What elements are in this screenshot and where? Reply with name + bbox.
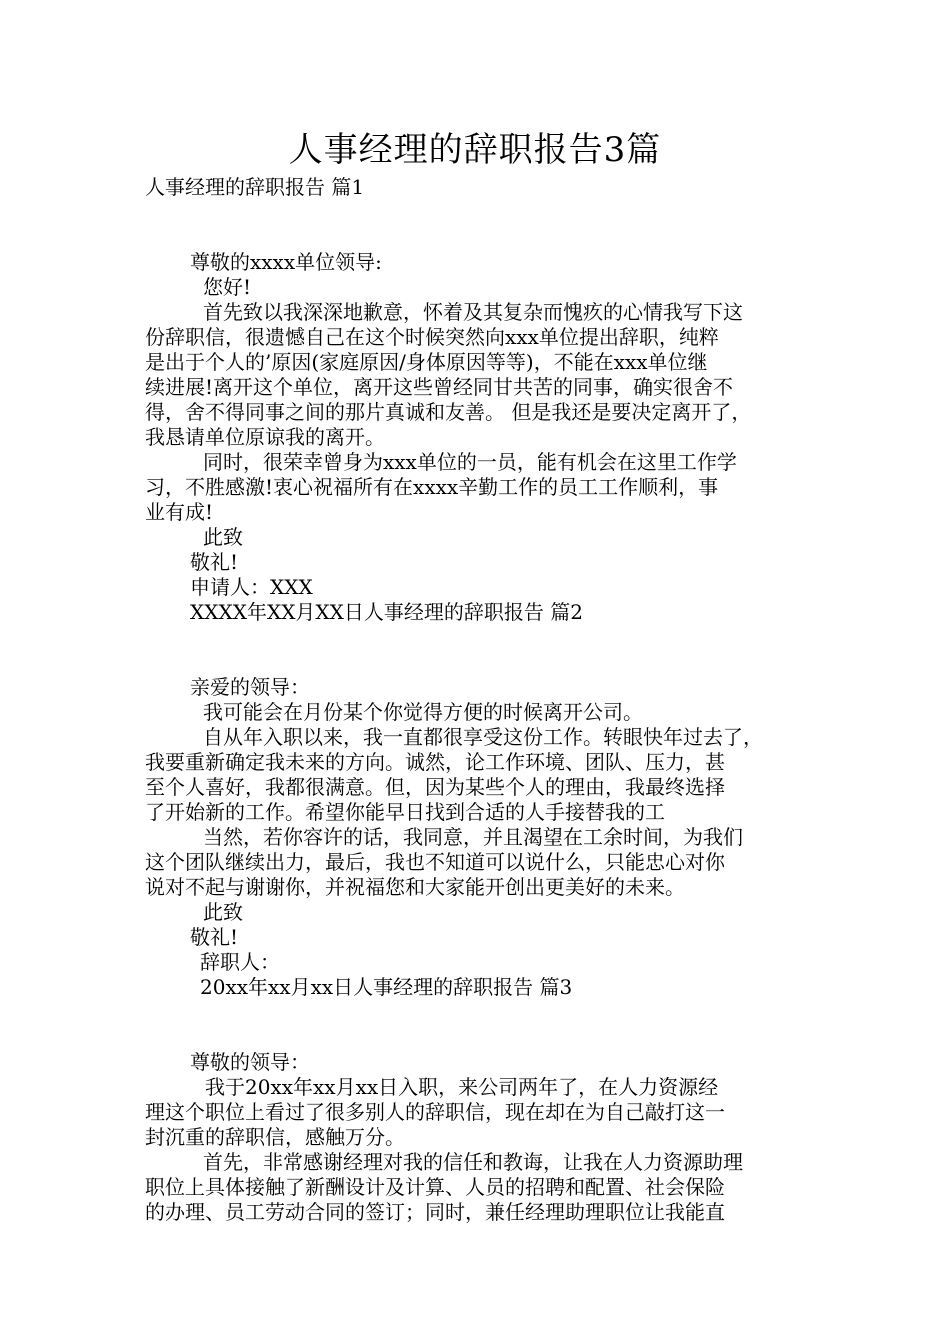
- closing: 此致: [203, 525, 243, 549]
- salutation: 尊敬的领导：: [190, 1050, 310, 1074]
- paragraph-line: 我要重新确定我未来的方向。诚然，论工作环境、团队、压力，甚: [145, 750, 725, 774]
- paragraph-line: 是出于个人的’原因(家庭原因/身体原因等等)，不能在xxx单位继: [145, 350, 708, 374]
- paragraph-line: 首先致以我深深地歉意，怀着及其复杂而愧疚的心情我写下这: [203, 300, 743, 324]
- paragraph-line: 职位上具体接触了新酬设计及计算、人员的招聘和配置、社会保险: [145, 1175, 725, 1199]
- signature: 辞职人：: [200, 950, 280, 974]
- date-and-section-heading-3: 20xx年xx月xx日人事经理的辞职报告 篇3: [200, 975, 573, 999]
- paragraph-line: 习，不胜感激!衷心祝福所有在xxxx辛勤工作的员工工作顺利，事: [145, 475, 719, 499]
- salutation: 亲爱的领导：: [190, 675, 310, 699]
- paragraph-line: 得，舍不得同事之间的那片真诚和友善。 但是我还是要决定离开了，: [145, 400, 752, 424]
- paragraph-line: 的办理、员工劳动合同的签订；同时，兼任经理助理职位让我能直: [145, 1200, 725, 1224]
- paragraph-line: 首先，非常感谢经理对我的信任和教诲，让我在人力资源助理: [203, 1150, 743, 1174]
- paragraph-line: 自从年入职以来，我一直都很享受这份工作。转眼快年过去了，: [203, 725, 763, 749]
- section-heading-1: 人事经理的辞职报告 篇1: [145, 175, 365, 199]
- paragraph-line: 我恳请单位原谅我的离开。: [145, 425, 385, 449]
- greeting: 您好!: [203, 275, 252, 299]
- paragraph-line: 至个人喜好，我都很满意。但，因为某些个人的理由，我最终选择: [145, 775, 725, 799]
- date-and-section-heading-2: XXXX年XX月XX日人事经理的辞职报告 篇2: [190, 600, 583, 624]
- paragraph-line: 续进展!离开这个单位，离开这些曾经同甘共苦的同事，确实很舍不: [145, 375, 734, 399]
- paragraph-line: 我于20xx年xx月xx日入职，来公司两年了，在人力资源经: [205, 1075, 719, 1099]
- paragraph-line: 了开始新的工作。希望你能早日找到合适的人手接替我的工: [145, 800, 665, 824]
- paragraph-line: 封沉重的辞职信，感触万分。: [145, 1125, 405, 1149]
- closing: 此致: [203, 900, 243, 924]
- signature: 申请人：XXX: [190, 575, 313, 599]
- closing: 敬礼!: [190, 550, 239, 574]
- closing: 敬礼!: [190, 925, 239, 949]
- salutation: 尊敬的xxxx单位领导:: [190, 250, 382, 274]
- paragraph-line: 我可能会在月份某个你觉得方便的时候离开公司。: [203, 700, 643, 724]
- paragraph-line: 说对不起与谢谢你，并祝福您和大家能开创出更美好的未来。: [145, 875, 685, 899]
- paragraph-line: 当然，若你容许的话，我同意，并且渴望在工余时间，为我们: [203, 825, 743, 849]
- paragraph-line: 理这个职位上看过了很多别人的辞职信，现在却在为自己敲打这一: [145, 1100, 725, 1124]
- document-title: 人事经理的辞职报告3篇: [288, 130, 662, 170]
- paragraph-line: 同时，很荣幸曾身为xxx单位的一员，能有机会在这里工作学: [203, 450, 737, 474]
- paragraph-line: 份辞职信，很遗憾自己在这个时候突然向xxx单位提出辞职，纯粹: [145, 325, 719, 349]
- paragraph-line: 这个团队继续出力，最后，我也不知道可以说什么，只能忠心对你: [145, 850, 725, 874]
- paragraph-line: 业有成!: [145, 500, 214, 524]
